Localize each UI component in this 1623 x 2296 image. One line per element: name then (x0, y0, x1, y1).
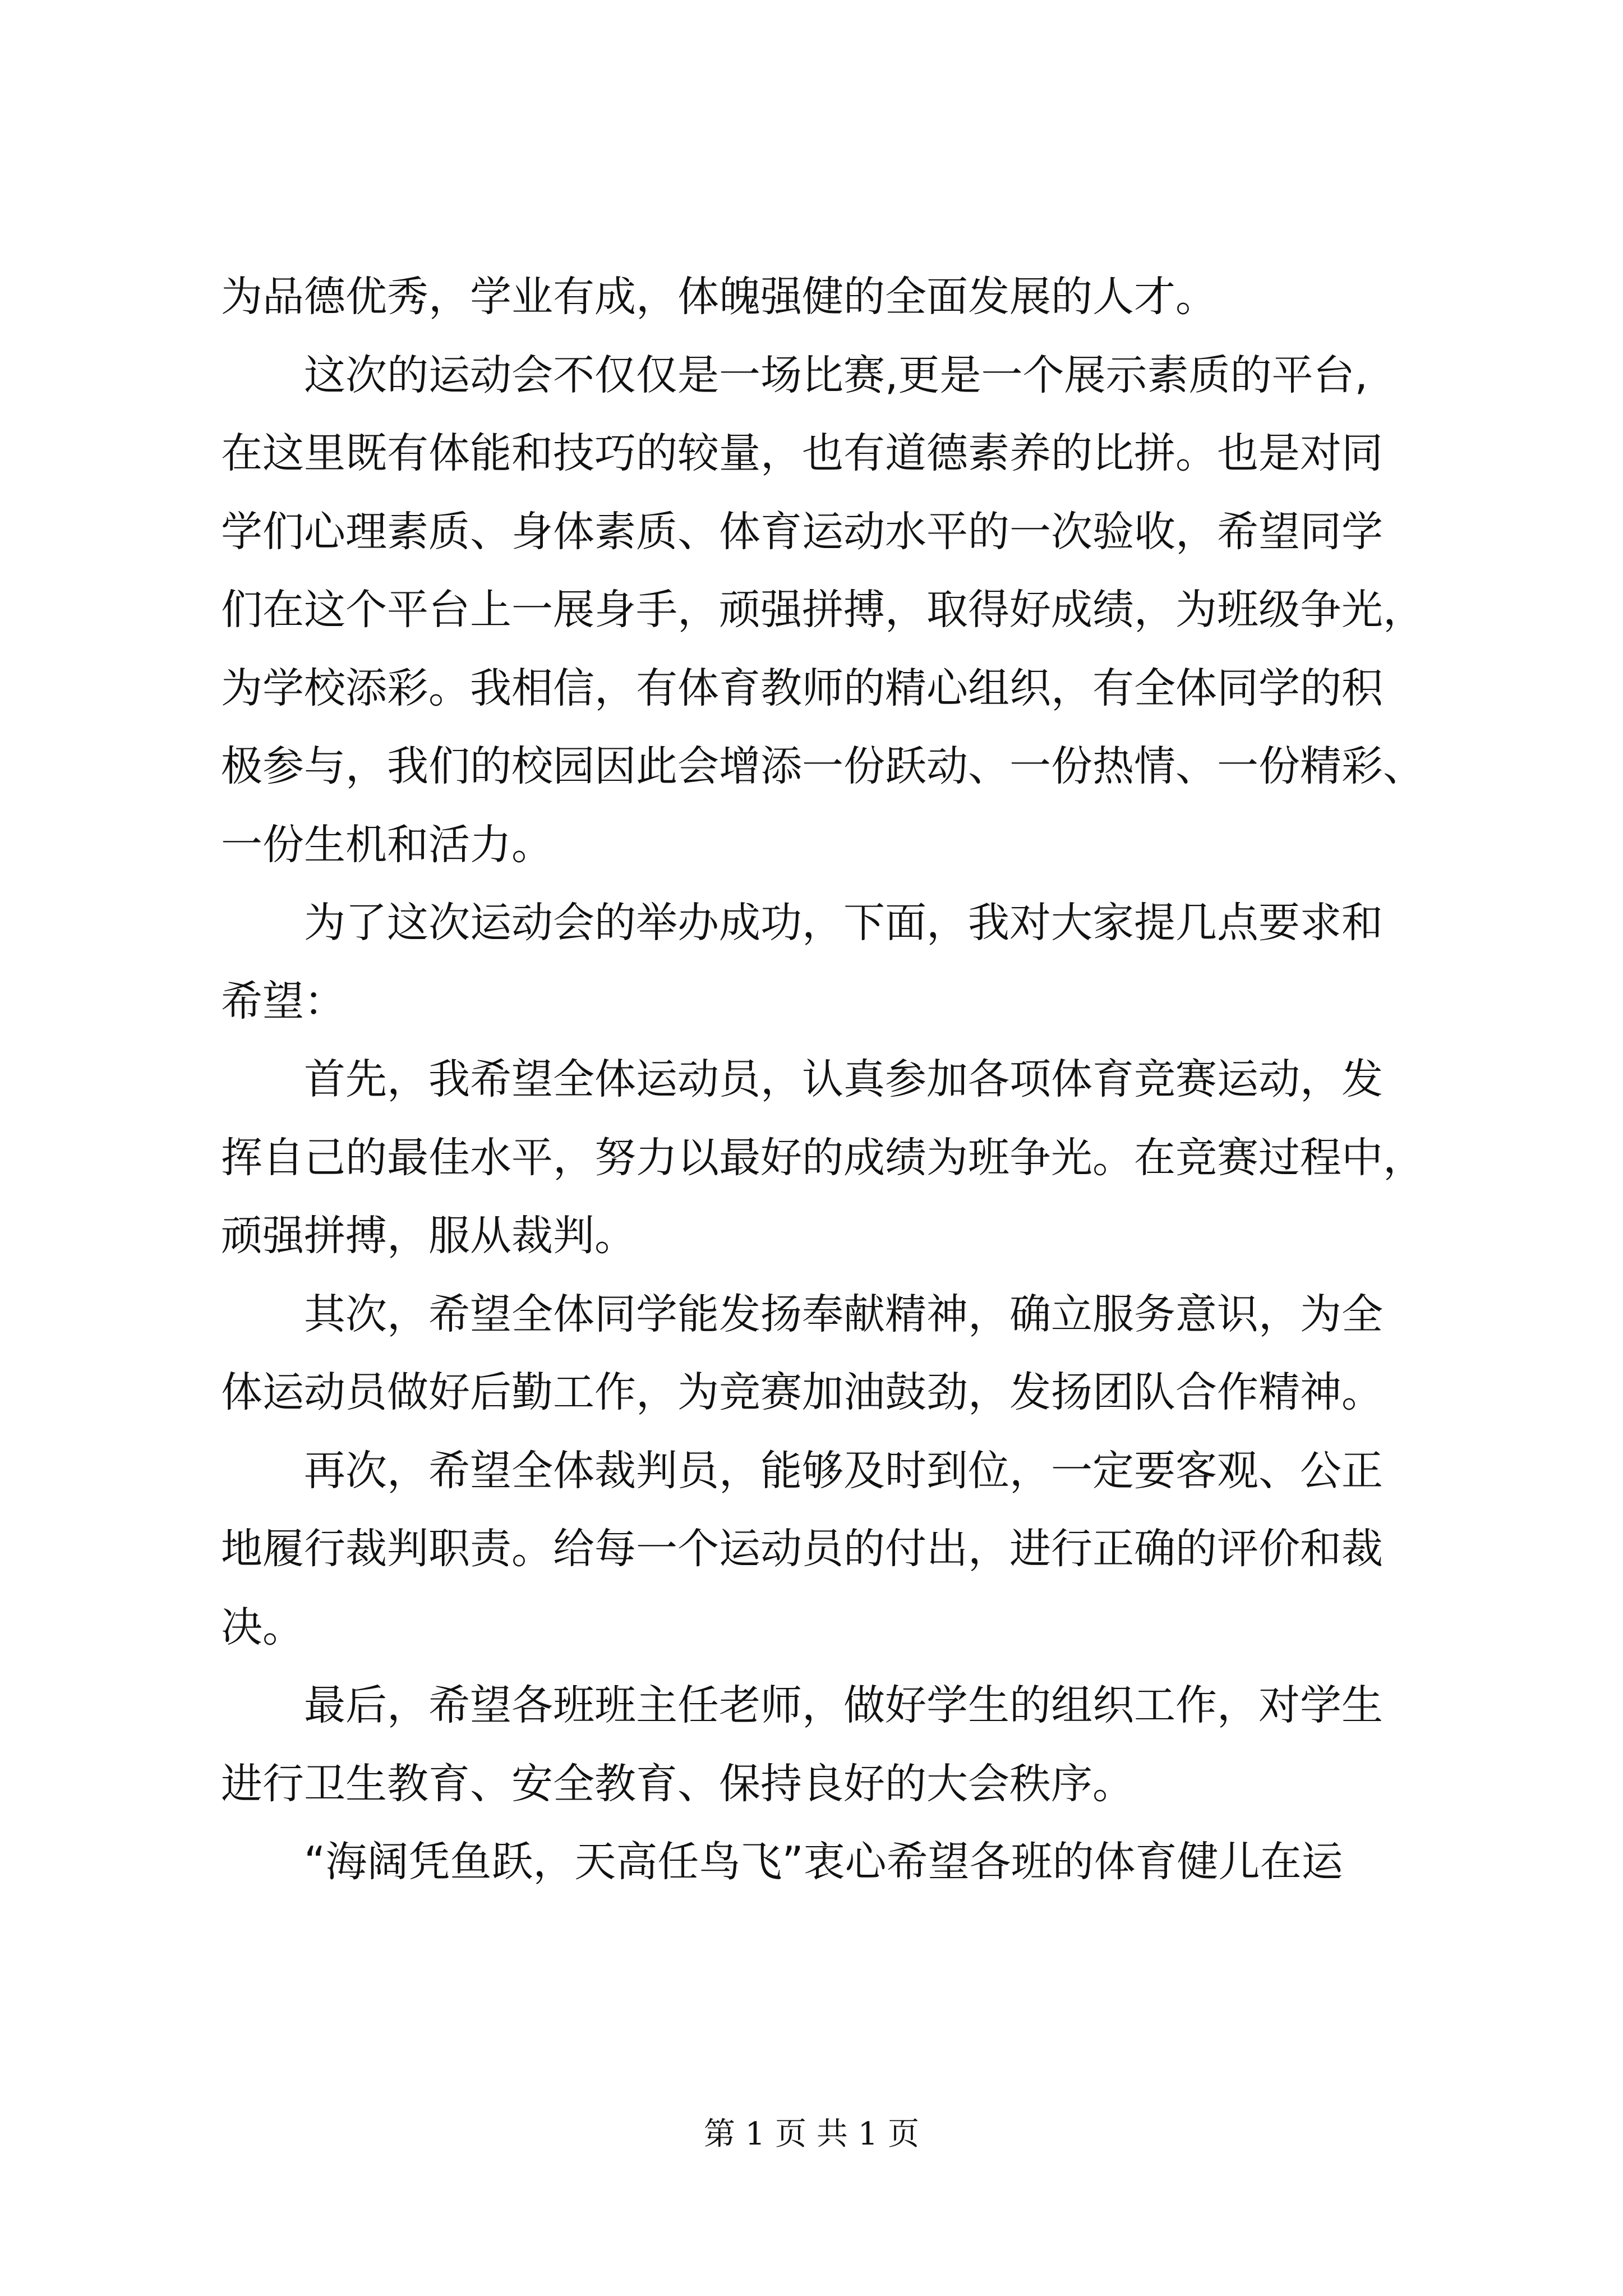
text-line: 再次，希望全体裁判员，能够及时到位，一定要客观、公正 (304, 1446, 1383, 1495)
text-line: 极参与，我们的校园因此会增添一份跃动、一份热情、一份精彩、 (221, 742, 1424, 790)
text-line: “海阔凭鱼跃，天高任鸟飞”衷心希望各班的体育健儿在运 (304, 1838, 1343, 1886)
text-line: 决。 (221, 1603, 304, 1651)
text-line: 挥自己的最佳水平，努力以最好的成绩为班争光。在竞赛过程中， (221, 1133, 1424, 1182)
text-line: 这次的运动会不仅仅是一场比赛,更是一个展示素质的平台, (304, 351, 1368, 399)
text-line: 为了这次运动会的举办成功，下面，我对大家提几点要求和 (304, 899, 1383, 947)
text-line: 为品德优秀，学业有成，体魄强健的全面发展的人才。 (221, 273, 1217, 321)
text-line: 最后，希望各班班主任老师，做好学生的组织工作，对学生 (304, 1681, 1383, 1729)
text-line: 进行卫生教育、安全教育、保持良好的大会秩序。 (221, 1759, 1134, 1808)
text-line: 一份生机和活力。 (221, 820, 553, 869)
text-line: 希望： (221, 977, 345, 1025)
text-line: 们在这个平台上一展身手，顽强拼搏，取得好成绩，为班级争光， (221, 586, 1424, 634)
text-line: 其次，希望全体同学能发扬奉献精神，确立服务意识，为全 (304, 1290, 1383, 1338)
page-footer: 第 1 页 共 1 页 (703, 2116, 920, 2152)
document-body (221, 258, 1424, 1902)
text-line: 地履行裁判职责。给每一个运动员的付出，进行正确的评价和裁 (221, 1525, 1383, 1573)
text-line: 在这里既有体能和技巧的较量，也有道德素养的比拼。也是对同 (221, 429, 1383, 477)
text-line: 体运动员做好后勤工作，为竞赛加油鼓劲，发扬团队合作精神。 (221, 1368, 1383, 1416)
text-line: 为学校添彩。我相信，有体育教师的精心组织，有全体同学的积 (221, 664, 1383, 712)
text-line: 学们心理素质、身体素质、体育运动水平的一次验收，希望同学 (221, 507, 1383, 556)
text-line: 顽强拼搏，服从裁判。 (221, 1212, 636, 1260)
text-line: 首先，我希望全体运动员，认真参加各项体育竞赛运动，发 (304, 1055, 1383, 1103)
